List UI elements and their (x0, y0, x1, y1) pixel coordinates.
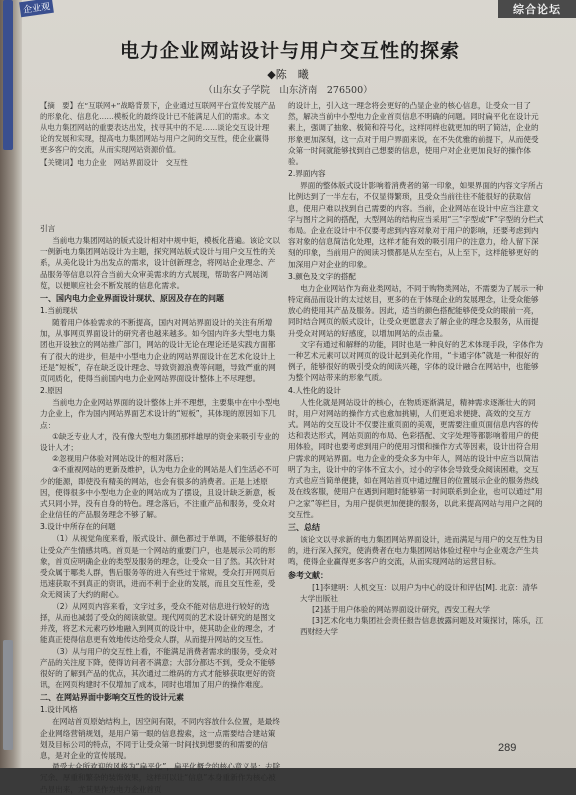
body-paragraph: 当前电力企业网站界面的设计整体上并不理想，主要集中在中小型电力企业上，作为国内网站界面艺术设计的“短板”，其体现的原因如下几点： (40, 398, 280, 430)
body-paragraph: 的设计上，引入这一理念将会更好的凸显企业的核心信息，让受众一目了然，解决当前中小型电力企业首页信息不明确的问题。同时扁平化在设计元素上，强调了抽象、极简和符号化，这样同样也就更加的明了简洁，企业的形象更加深刻，这一点对于用户界面来说，在不失优雅的前提下，从而使受众第一时间就能够找到自己想要的信息，使用户对企业更加良好的操作体验。 (288, 101, 539, 167)
intro-heading: 引言 (40, 224, 56, 233)
subsection-heading: 2.界面内容 (288, 169, 326, 179)
references-heading: 参考文献： (288, 570, 328, 580)
article-title: 电力企业网站设计与用户交互性的探索 (119, 40, 460, 62)
subsection-heading: 2.原因 (40, 386, 63, 396)
author-affiliation: （山东女子学院 山东济南 276500） (203, 85, 373, 96)
body-paragraph: 文字有通过和解释的功能，同时也是一种良好的艺术体现手段，字体作为一种艺术元素可以对网页的设计起到美化作用，“卡通字体”就是一种很好的例子，能够很好的吸引受众的阅读兴趣，字体的设计融合在网站中，也能够为整个网站带来的形象气质。 (288, 339, 544, 383)
body-paragraph: 电力企业网站作为商业类网站，不同于购物类网站，不需要为了展示一种特定商品而设计的太过炫目，更多的在于体现企业的发展理念，让受众能够放心的使用其产品及服务。因此，适当的颜色搭配能够使受众的眼前一亮，同时结合网页的版式设计，让受众更愿意去了解企业的理念及服务，从而提升受众对网站的好感度，以增加网站的点击量。 (288, 283, 544, 338)
body-paragraph: ③不重视网站的更新及维护，认为电力企业的网站是人们生活必不可少的能源，即使没有精美的网站，也会有很多的消费者。正是上述原因，使得很多中小型电力企业的网站成为了摆设，且设计缺乏新意，板式只同小异，没有自身的特色。理念落后，不注重产品和服务，受众对企业信任的产品服务理念不够了解。 (40, 465, 280, 520)
body-paragraph: 随着用户体验需求的不断提高，国内对网站界面设计的关注有所增加，从事网页界面设计的研究者也越来越多。如今国内许多大型电力集团也开设独立的网站推广部门，网站的设计无论在理论还是实践方面都有了很大的进步，但是中小型电力企业的网站界面设计在艺术化设计上还是“短板”，存在缺乏设计理念、导致资源浪费等问题，导致严重的网页同质化，使得当前国内电力企业网站界面设计整体上不尽理想。 (40, 318, 276, 384)
right-column (288, 100, 544, 638)
section-heading: 三、总结 (288, 522, 320, 532)
subsection-heading: 3.设计中所存在的问题 (40, 522, 116, 532)
author-name: ◆陈 曦 (267, 68, 309, 81)
body-paragraph: 最受大众所欢迎的风格为“扁平化”，扁平化概念的核心意义是：去除冗余、厚重和繁杂的装饰效果，这样可以让“信息”本身重新作为核心被凸显出来，尤其是作为电力企业首页 (40, 762, 281, 794)
body-paragraph: 在网站首页原始结构上，因空间有限，不同内容放什么位置，是最终企业网络营销规划，是用户第一眼的信息搜索，这一点需要结合建站策划及目标公司的特点，不同于让受众第一时间找到想要的和需要的信息，是对企业的宣传展现。 (40, 717, 280, 760)
body-paragraph: ②忽视用户体验对网站设计的相对落后； (52, 454, 189, 464)
body-paragraph: （1）从视觉角度来看，版式设计、颜色都过于单调，不能够很好的让受众产生情感共鸣。首页是一个网站的重要门户，也是展示公司的形象，首页应明确企业的类型及服务的理念，让受众一目了然。其次针对受众属于哪类人群，售后服务等的进入有些过于常规，受众打开网页后迅速获取不到真正的资讯，进而不利于企业的发展，而且交互性差，受众无阅读了大约的耐心。 (40, 534, 278, 600)
abstract-block (40, 100, 276, 192)
keywords-text: 【关键词】电力企业 网站界面设计 交互性 (40, 158, 188, 167)
body-paragraph: （3）从与用户的交互性上看，不能满足消费者需求的服务，受众对产品的关注度下降，使得访问者不满意；大部分都达不到，受众不能够很好的了解到产品的优点，其次通过二维码的方式才能够获取更好的资讯，在网页构建时不仅增加了成本，同时也增加了用户的操作难度。 (40, 646, 278, 690)
body-paragraph: 该论文以寻求新的电力集团网站界面设计，进而满足与用户的交互性为目的，进行深入探究，使消费者在电力集团网站体验过程中与企业观念产生共鸣，使得企业赢得更多客户的交流，从而实现网站的运营目标。 (288, 534, 544, 567)
section-badge: 综合论坛 (498, 0, 576, 18)
edge-label: 企业观 (19, 0, 54, 17)
body-paragraph: ①缺乏专业人才，没有像大型电力集团那样雄厚的资金来吸引专业的设计人才； (40, 431, 280, 453)
left-column (40, 222, 282, 795)
page-binding-edge (0, 0, 22, 768)
reference-item: [2]基于用户体验的网站界面设计研究，西安工程大学 (312, 604, 490, 614)
reference-item: [1]李建明：人机交互：以用户为中心的设计和评估[M]. 北京：清华大学出版社 (300, 582, 538, 603)
section-heading: 一、国内电力企业界面设计现状、原因及存在的问题 (40, 294, 224, 304)
page-number: 289 (498, 742, 517, 754)
subsection-heading: 3.颜色及文字的搭配 (288, 271, 356, 281)
body-paragraph: （2）从网页内容来看，文字过多，受众不能对信息进行较好的选择，从而也减弱了受众的阅读欲望。现代网页的艺术设计研究的是图文并茂，将艺术元素巧妙地融入到网页的设计中，使其助企业的理念，才能真正使得信息更有效地传达给受众人群，从而提升网站的交互性。 (40, 601, 276, 645)
abstract-text: 【摘 要】在“互联网+”战略背景下，企业通过互联网平台宣传发展产品的形象化、信息化……模板化的最终设计已不能满足人们的需求。本文从电力集团网站的重要表达出发，找寻其中的不足……谈论交互设计理论的发展和实现，提高电力集团网站与用户之间的交互性，使企业赢得更多客户的交流，从而实现网站资源价值。 (40, 101, 276, 154)
reference-item: [3]艺术化电力集团社会责任报告信息披露问题及对策探讨，陈乐，江西财经大学 (300, 616, 544, 637)
body-paragraph: 界面的整体版式设计影响着消费者的第一印象，如果界面的内容文字所占比例达到了一半左右，不仅显得繁琐，且受众当前往往不能很好的获取信息，使用户难以找到自己需要的内容。当前，企业网站在设计中应当注意文字与图片之间的搭配，大型网站的结构应当采用“三”字型或“F”字型的分栏式布局。企业在设计中不仅要考虑到内容对象对于用户的影响，还要考虑到内容对象的信息简洁化处理，这样才能有效的吸引用户的注意力，给人留下深刻的印象，当前用户的阅读习惯都是从左至右，从上至下，这样能够更好的加深用户对企业的印象。 (288, 181, 544, 269)
subsection-heading: 1.设计风格 (40, 705, 78, 715)
subsection-heading: 1.当前现状 (40, 306, 78, 316)
body-paragraph: 当前电力集团网站的版式设计相对中规中矩，模板化普遍。该论文以一例新电力集团网站设计为主题，探究网站版式设计与用户交互性的关系，从美化设计为出发点的需求，设计创新理念，将网站企业理念、产品服务等信息以符合当前大众审美需求的方式展现，帮助客户网站浏览，以便顺应社会不断发展的信息化需求。 (40, 236, 280, 290)
section-heading: 二、在网站界面中影响交互性的设计元素 (40, 693, 184, 703)
edge-grey-strip (3, 640, 13, 750)
subsection-heading: 4.人性化的设计 (288, 385, 341, 395)
body-paragraph: 人性化就是网站设计的核心，在物质逐渐满足，精神需求逐渐壮大的同时，用户对网站的操作方式也愈加挑剔，人们更追求便捷、高效的交互方式。网站的交互设计不仅要注重页面的美观，更需要注重页面信息内容的传达和表达形式，网站页面的布局、色彩搭配、文字处理等都影响着用户的使用体验，同时也要考虑到用户的使用习惯和操作方式等因素，设计出符合用户需求的网站界面。电力企业的受众多为中年人，网站的设计中应当以简洁明了为主，设计中的字体不宜太小，过小的字体会导致受众阅读困难，交互方式也应当简单便捷，如在网站首页中通过醒目的位置展示企业的服务热线及在线客服，使用户在遇到问题时能够第一时间联系到企业，也可以通过“用户之家”等栏目，为用户提供更加便捷的服务，以此来提高网站与用户之间的交互性。 (288, 397, 543, 519)
